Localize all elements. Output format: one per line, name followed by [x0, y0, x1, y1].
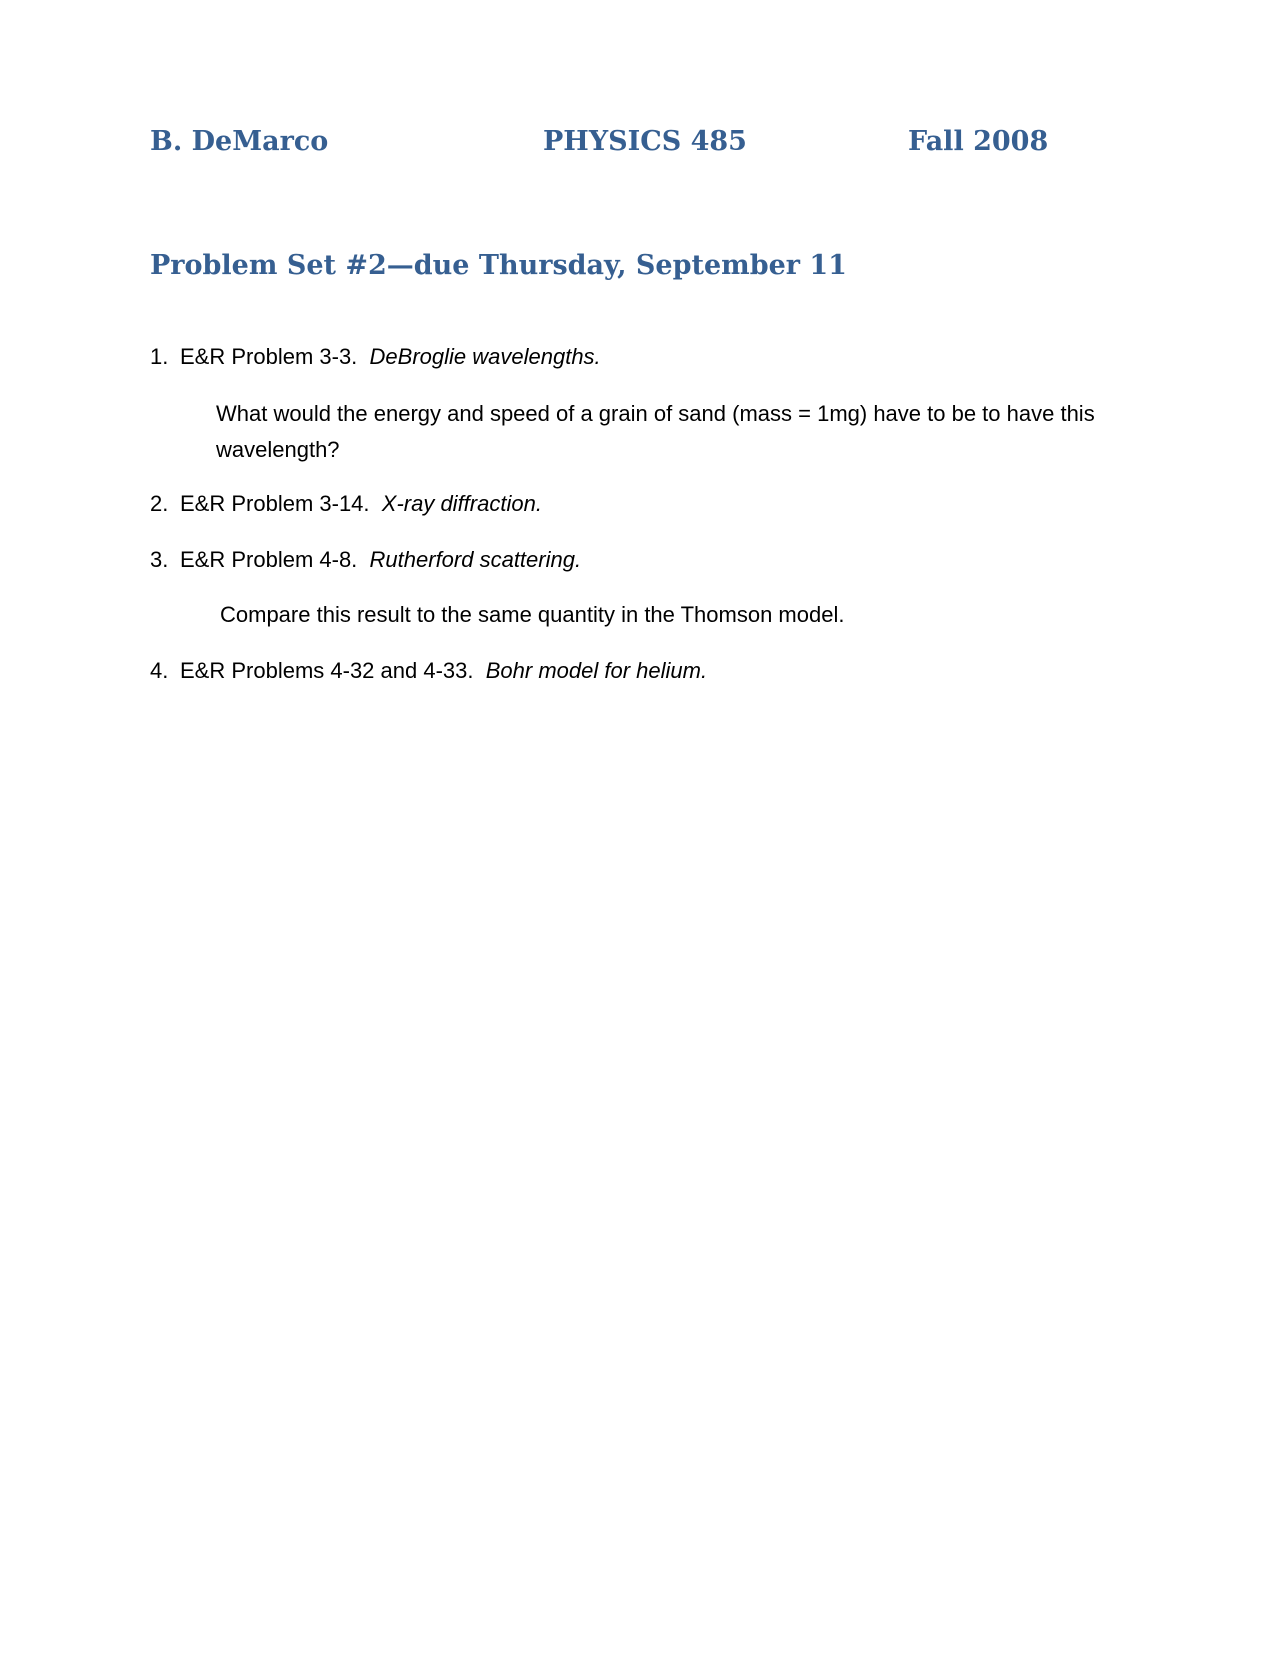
- problem-reference: E&R Problems 4-32 and 4-33.: [180, 658, 474, 683]
- problem-set-title: Problem Set #2—due Thursday, September 11: [150, 250, 847, 281]
- problem-item-4: [150, 656, 707, 686]
- problem-item-2: [150, 489, 542, 519]
- problem-note-3: Compare this result to the same quantity in the Thomson model.: [220, 602, 845, 627]
- problem-reference: E&R Problem 4-8.: [180, 547, 358, 572]
- problem-item-3: [150, 545, 581, 575]
- problem-topic: Rutherford scattering.: [369, 547, 582, 572]
- problem-item-1: [150, 342, 601, 372]
- header-author: B. DeMarco: [150, 126, 329, 157]
- problem-reference: E&R Problem 3-14.: [180, 491, 370, 516]
- problem-reference: E&R Problem 3-3.: [180, 344, 358, 369]
- problem-number: 3.: [150, 547, 169, 572]
- problem-number: 1.: [150, 344, 169, 369]
- problem-number: 4.: [150, 658, 169, 683]
- problem-note-1: What would the energy and speed of a grain of sand (mass = 1mg) have to be to have this wavelength?: [216, 401, 1095, 462]
- problem-topic: Bohr model for helium.: [485, 658, 708, 683]
- problem-topic: X-ray diffraction.: [381, 491, 542, 516]
- problem-number: 2.: [150, 491, 169, 516]
- problem-topic: DeBroglie wavelengths.: [369, 344, 601, 369]
- header-term: Fall 2008: [908, 126, 1049, 157]
- header-course: PHYSICS 485: [543, 126, 747, 157]
